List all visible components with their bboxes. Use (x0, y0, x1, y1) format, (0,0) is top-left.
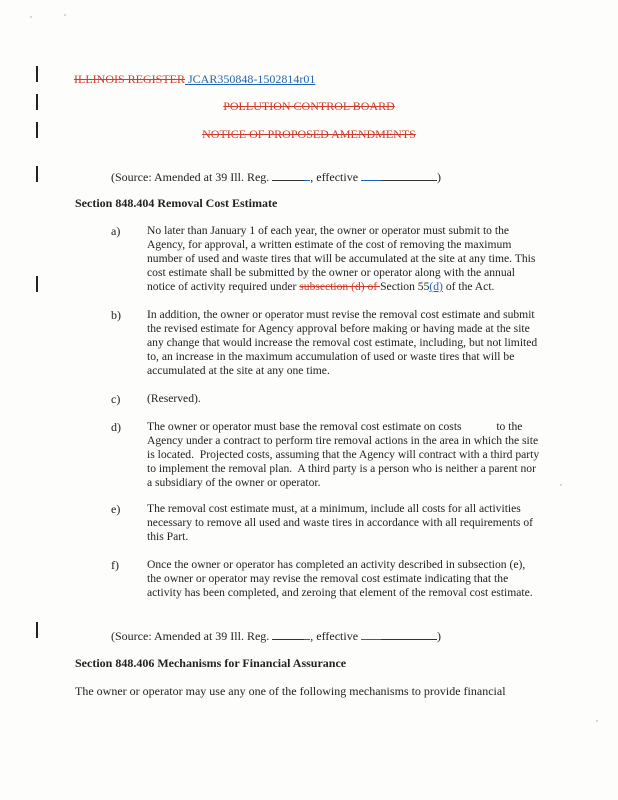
item-text: The removal cost estimate must, at a minimum, include all costs for all activities necessary to remove all used and waste tires in accordance with all requirements of this Part. (147, 502, 533, 543)
item-label: d) (111, 420, 121, 434)
scan-speck (64, 14, 66, 16)
item-label: e) (111, 502, 121, 516)
scan-speck (560, 484, 562, 486)
paragraph: The owner or operator may use any one of the following mechanisms to provide financial (75, 684, 506, 698)
item-text: No later than January 1 of each year, the owner or operator must submit to the Agency, for approval, a written estimate of the cost of removing the maximum number of used and waste tires that will be accumulated at the site at any time. This cost estimate shall be submitted by the owner or operator along with the annual notice of activity required under subsection (d) of Section 55(d) of the Act. (147, 224, 536, 293)
notice-title: NOTICE OF PROPOSED AMENDMENTS (202, 127, 416, 141)
source-note: (Source: Amended at 39 Ill. Reg. , effective ) (111, 629, 442, 643)
item-text: Once the owner or operator has completed an activity described in subsection (e), the owner or operator may revise the removal cost estimate indicating that the activity has been completed, and zeroing that element of the removal cost estimate. (147, 558, 533, 599)
scan-speck (30, 16, 32, 18)
register-header (74, 72, 315, 86)
item-text: In addition, the owner or operator must revise the removal cost estimate and submit the revised estimate for Agency approval before making or having made at the site any change that would increase the removal cost estimate, including, but not limited to, an increase in the maximum accumulation of used or waste tires that will be accumulated at the site at any one time. (147, 308, 538, 377)
change-bar (36, 276, 38, 292)
scan-speck (596, 720, 598, 722)
change-bar (36, 166, 38, 182)
item-label: c) (111, 392, 121, 406)
item-label: a) (111, 224, 121, 238)
register-insert: JCAR350848-1502814r01 (185, 72, 316, 86)
section-heading: Section 848.406 Mechanisms for Financial Assurance (75, 656, 347, 670)
board-title: POLLUTION CONTROL BOARD (223, 99, 395, 113)
change-bar (36, 622, 38, 638)
item-label: b) (111, 308, 121, 322)
item-text: (Reserved). (147, 392, 201, 405)
source-note: (Source: Amended at 39 Ill. Reg. , effective ) (111, 170, 442, 184)
item-text: The owner or operator must base the removal cost estimate on costs to the Agency under a contract to perform tire removal actions in the area in which the site is located. Projected costs, assuming that the Agency will contract with a third party to implement the removal plan. A third party is a person who is neither a parent nor a subsidiary of the owner or operator. (147, 420, 543, 489)
register-strike: ILLINOIS REGISTER (74, 72, 185, 86)
section-heading: Section 848.404 Removal Cost Estimate (75, 196, 278, 210)
item-label: f) (111, 558, 119, 572)
change-bar (36, 66, 38, 82)
